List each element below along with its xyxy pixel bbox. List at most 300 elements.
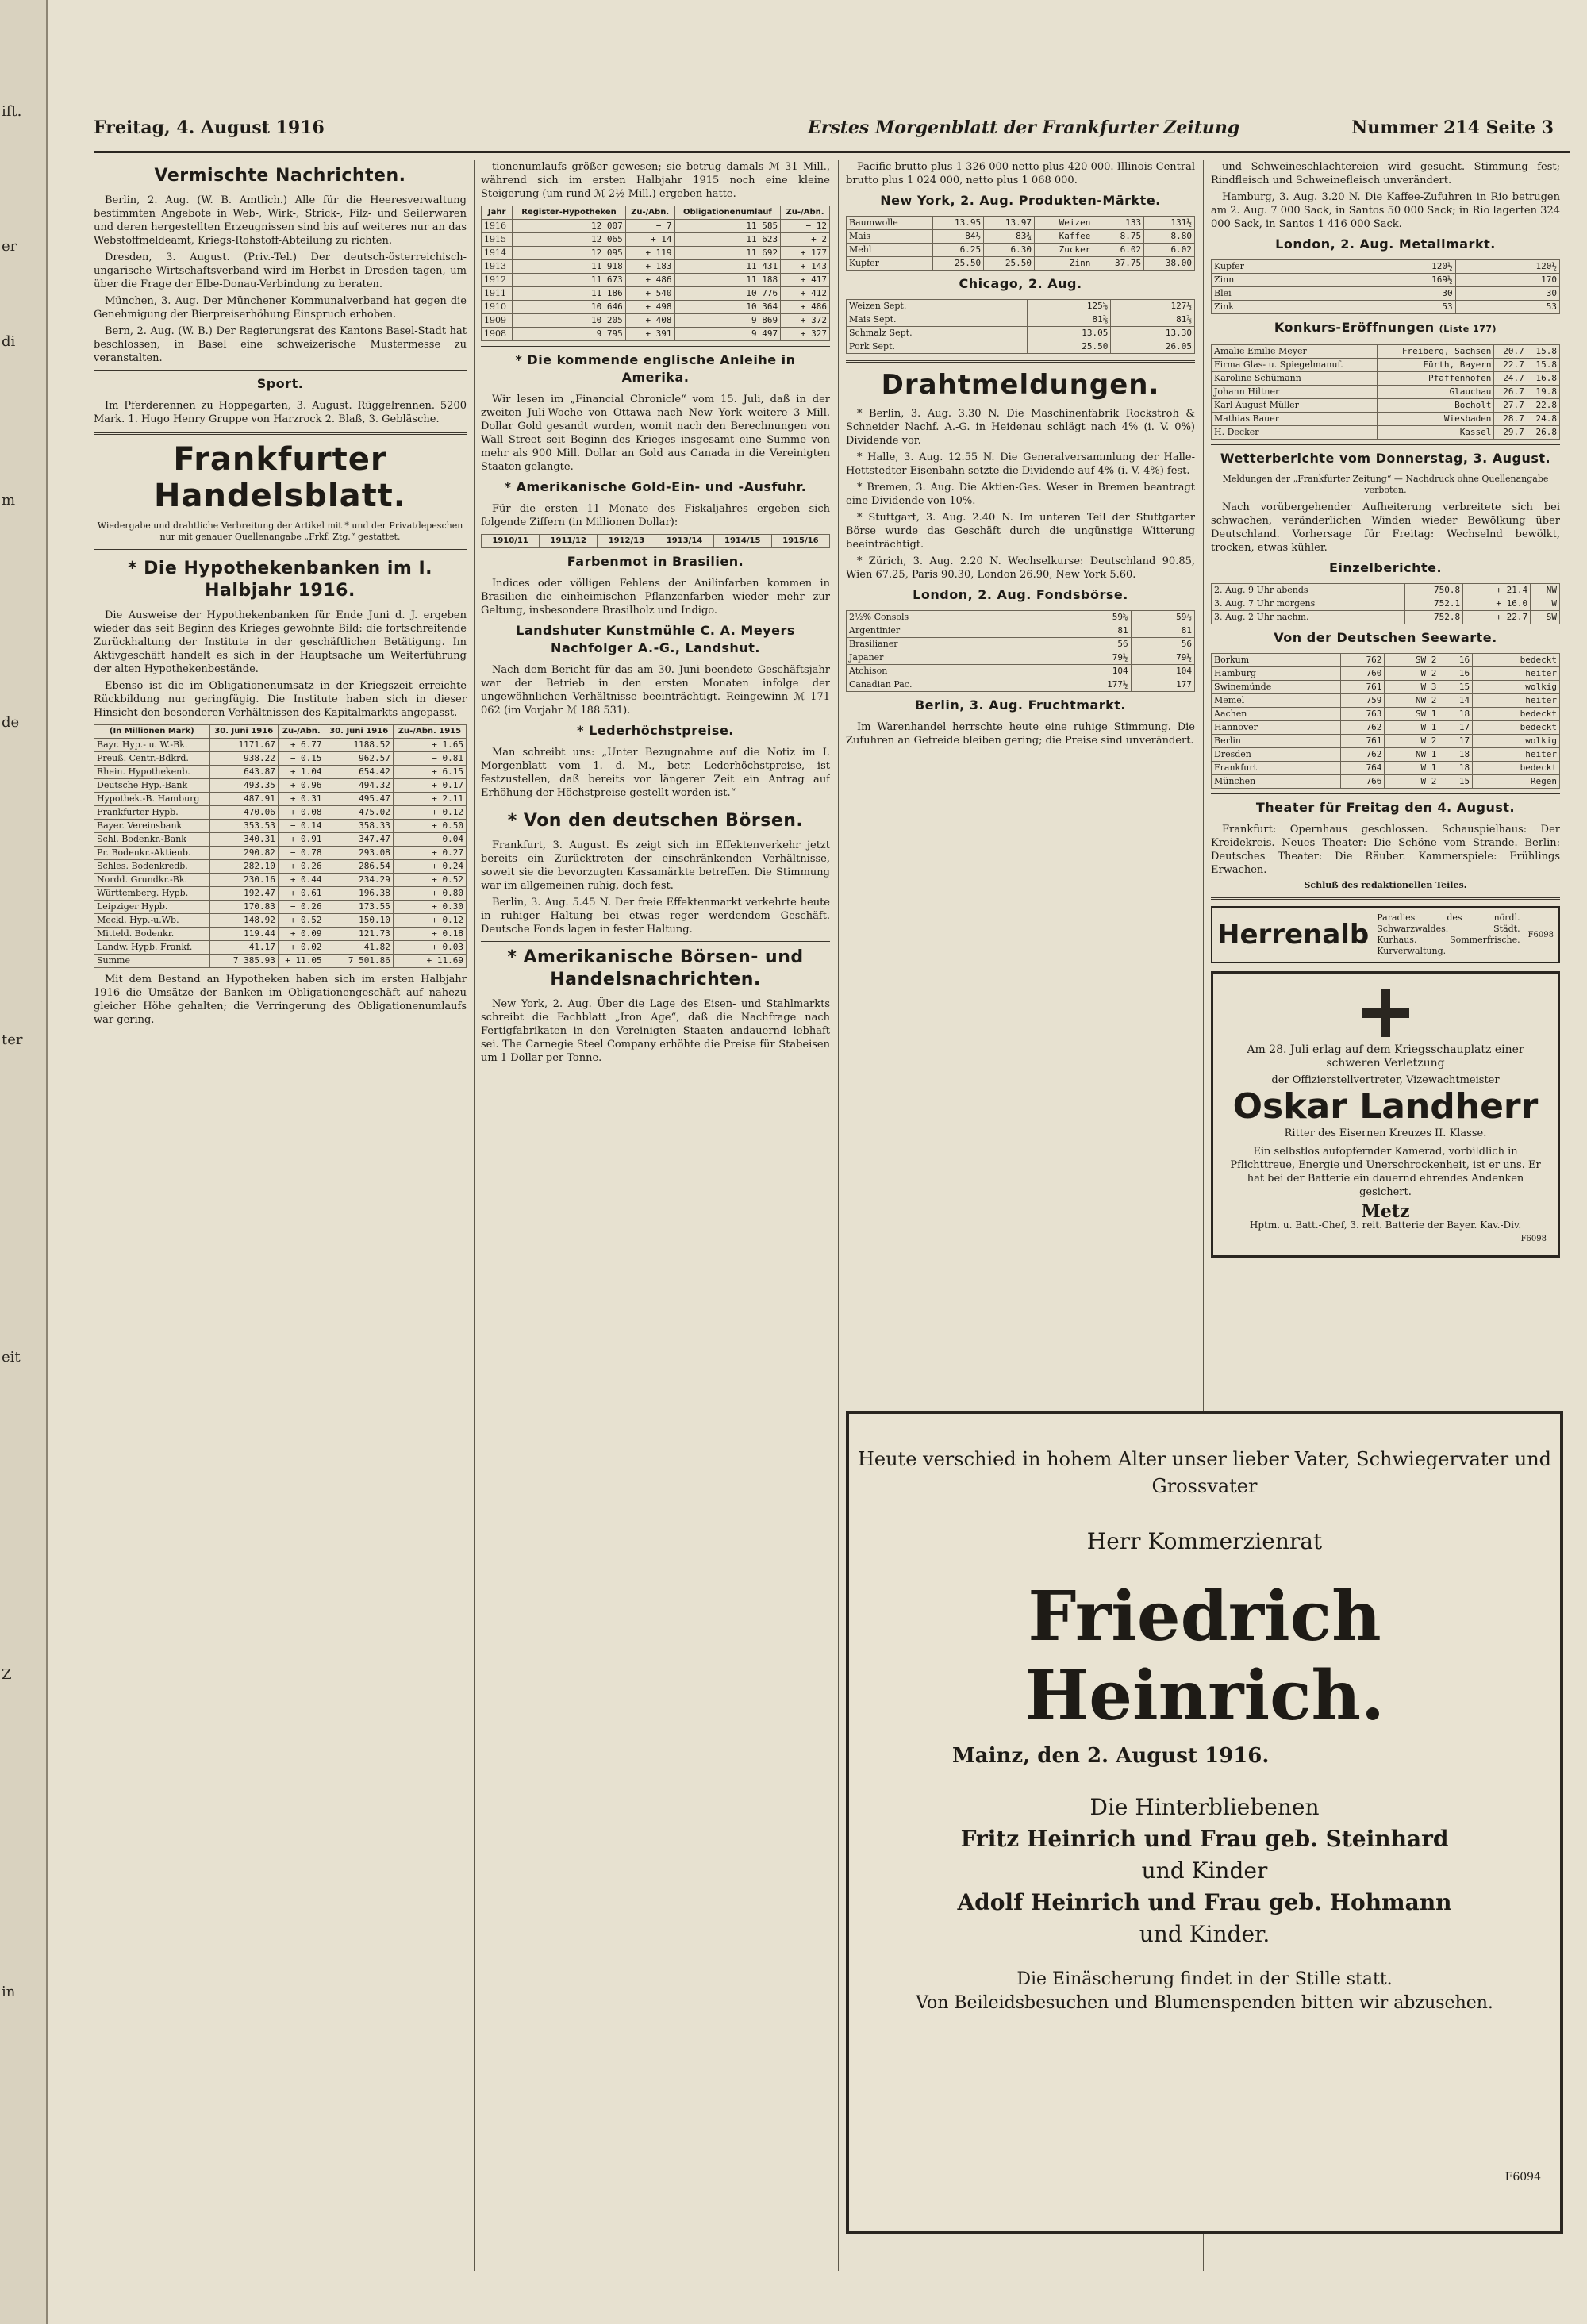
- table-cell: 59⅞: [1131, 611, 1194, 624]
- news-paragraph: Dresden, 3. August. (Priv.-Tel.) Der deutsch-österreichisch-ungarische Wirtschaftsverband wird im Herbst in Dresden tagen, um über die Frage der Elbe-Donau-Verbindung zu beraten.: [94, 252, 467, 290]
- chicago-table: [846, 299, 1195, 354]
- news-paragraph: Frankfurt, 3. August. Es zeigt sich im Effektenverkehr jetzt bereits ein Zurücktreten der einschränkenden Verhältnisse, soweit sie die bevorzugten Kassamärkte betreffen. Die Stimmung war im allgemeinen ruhig, doch fest.: [481, 839, 830, 892]
- table-cell: 347.47: [325, 833, 393, 847]
- table-cell: 1909: [482, 314, 513, 328]
- table-row: [847, 313, 1195, 327]
- notice-intro: Am 28. Juli erlag auf dem Kriegsschauplatz einer schweren Verletzung: [1247, 1043, 1524, 1070]
- heir-name: Adolf Heinrich und Frau geb. Hohmann: [957, 1889, 1452, 1915]
- table-cell: 760: [1341, 667, 1385, 681]
- seewarte-table: [1211, 653, 1560, 789]
- table-cell: 763: [1341, 708, 1385, 721]
- table-cell: 10 205: [513, 314, 625, 328]
- table-total-row: [94, 955, 467, 968]
- table-cell: bedeckt: [1473, 708, 1560, 721]
- table-cell: Mais Sept.: [847, 313, 1028, 327]
- table-cell: Kupfer: [1212, 260, 1351, 274]
- table-cell: + 486: [781, 301, 830, 314]
- table-cell: 120½: [1455, 260, 1559, 274]
- table-cell: 15.8: [1527, 345, 1559, 359]
- table-cell: Deutsche Hyp.-Bank: [94, 779, 210, 793]
- table-cell: 353.53: [209, 820, 278, 833]
- divider: [1211, 793, 1560, 794]
- table-cell: 1916: [482, 220, 513, 233]
- divider: [94, 432, 467, 435]
- table-cell: 26.05: [1111, 340, 1195, 354]
- table-cell: Berlin: [1212, 735, 1341, 748]
- table-cell: 286.54: [325, 860, 393, 874]
- sport-paragraph: Im Pferderennen zu Hoppegarten, 3. August. Rüggelrennen. 5200 Mark. 1. Hugo Henry Gruppe von Harzrock 2. Blaß, 3. Gebläsche.: [94, 400, 467, 425]
- table-row: [1212, 386, 1560, 399]
- table-cell: + 417: [781, 274, 830, 287]
- table-cell: Freiberg, Sachsen: [1378, 345, 1494, 359]
- notice-footer: [849, 1968, 1560, 2015]
- table-cell: 18: [1439, 762, 1473, 775]
- table-row: [94, 928, 467, 941]
- table-cell: München: [1212, 775, 1341, 789]
- table-cell: Preuß. Centr.-Bdkrd.: [94, 752, 210, 766]
- table-cell: 53: [1351, 301, 1455, 314]
- table-row: [847, 327, 1195, 340]
- table-row: [1212, 748, 1560, 762]
- table-cell: + 0.02: [278, 941, 325, 955]
- section-title-vermischte: Vermischte Nachrichten.: [154, 166, 406, 186]
- table-cell: 11 673: [513, 274, 625, 287]
- article-title-hypothekenbanken: * Die Hypothekenbanken im I. Halbjahr 1916.: [127, 559, 433, 601]
- table-cell: 643.87: [209, 766, 278, 779]
- table-cell: Württemberg. Hypb.: [94, 887, 210, 901]
- table-cell: Blei: [1212, 287, 1351, 301]
- table-cell: Regen: [1473, 775, 1560, 789]
- table-row: [482, 274, 830, 287]
- table-cell: 15: [1439, 775, 1473, 789]
- header-issue-number: Nummer 214 Seite 3: [1351, 117, 1554, 138]
- table-row: [94, 914, 467, 928]
- table-cell: − 0.04: [393, 833, 466, 847]
- table-cell: Borkum: [1212, 654, 1341, 667]
- table-header: Zu-/Abn.: [781, 206, 830, 220]
- table-cell: SW 1: [1385, 708, 1439, 721]
- table-cell: Bayr. Hyp.- u. W.-Bk.: [94, 739, 210, 752]
- table-cell: 169½: [1351, 274, 1455, 287]
- death-notice-landherr: [1211, 971, 1560, 1258]
- section-title-wetter: Wetterberichte vom Donnerstag, 3. August.: [1220, 451, 1551, 466]
- table-cell: Firma Glas- u. Spiegelmanuf.: [1212, 359, 1378, 372]
- news-paragraph: Frankfurt: Opernhaus geschlossen. Schauspielhaus: Der Kreidekreis. Neues Theater: Die Schöne vom Strande. Berlin: Deutsches Theater: Die Räuber. Kammerspiele: Frühlings Erwachen.: [1211, 824, 1560, 876]
- table-row: [1212, 654, 1560, 667]
- column-rule: [474, 160, 475, 2271]
- table-header: 1913/14: [655, 535, 713, 548]
- table-row: [1212, 584, 1560, 597]
- table-cell: Zucker: [1034, 244, 1093, 257]
- table-cell: 340.31: [209, 833, 278, 847]
- table-row: [482, 301, 830, 314]
- table-cell: 9 869: [674, 314, 781, 328]
- table-cell: 759: [1341, 694, 1385, 708]
- table-cell: 962.57: [325, 752, 393, 766]
- section-title-drahtmeldungen: Drahtmeldungen.: [881, 369, 1160, 401]
- news-paragraph: und Schweineschlachtereien wird gesucht. Stimmung fest; Rindfleisch und Schweinefleisch unverändert.: [1211, 161, 1560, 186]
- table-cell: 131½: [1144, 217, 1195, 230]
- table-row: [94, 833, 467, 847]
- article-title-gold: * Amerikanische Gold-Ein- und -Ausfuhr.: [504, 479, 807, 494]
- newyork-produkten-table: [846, 216, 1195, 271]
- table-header: 1914/15: [713, 535, 771, 548]
- table-cell: + 0.52: [393, 874, 466, 887]
- table-cell: NW: [1531, 584, 1560, 597]
- table-cell: + 11.69: [393, 955, 466, 968]
- table-cell: + 6.77: [278, 739, 325, 752]
- table-cell: Meckl. Hyp.-u.Wb.: [94, 914, 210, 928]
- table-cell: bedeckt: [1473, 654, 1560, 667]
- table-cell: + 540: [625, 287, 674, 301]
- table-cell: Kaffee: [1034, 230, 1093, 244]
- table-cell: 470.06: [209, 806, 278, 820]
- news-paragraph: * Berlin, 3. Aug. 3.30 N. Die Maschinenfabrik Rockstroh & Schneider Nachf. A.-G. in Heidenau schlägt nach 4% (i. V. 0%) Dividende vor.: [846, 408, 1195, 447]
- divider: [481, 346, 830, 347]
- london-fonds-table: [846, 610, 1195, 692]
- article-title-leder: * Lederhöchstpreise.: [577, 723, 734, 738]
- table-cell: Schl. Bodenkr.-Bank: [94, 833, 210, 847]
- table-cell: 173.55: [325, 901, 393, 914]
- table-cell: 56: [1051, 638, 1131, 651]
- table-cell: heiter: [1473, 694, 1560, 708]
- table-cell: heiter: [1473, 748, 1560, 762]
- table-cell: 8.80: [1144, 230, 1195, 244]
- news-paragraph: * Zürich, 3. Aug. 2.20 N. Wechselkurse: Deutschland 90.85, Wien 67.25, Paris 90.30, London 26.90, New York 5.60.: [846, 555, 1195, 581]
- table-cell: 25.50: [984, 257, 1035, 271]
- news-paragraph: Berlin, 2. Aug. (W. B. Amtlich.) Alle für die Heeresverwaltung bestimmten Angebote in Web-, Wirk-, Strick-, Filz- und Seilerwaren und deren hergestellten Erzeugnissen sind bis auf weiteres nur an das Webstoffmeldeamt, Kriegs-Rohstoff-Abteilung zu richten.: [94, 194, 467, 247]
- table-cell: Schles. Bodenkredb.: [94, 860, 210, 874]
- table-cell: 24.7: [1494, 372, 1527, 386]
- table-row: [1212, 260, 1560, 274]
- table-cell: 2½% Consols: [847, 611, 1051, 624]
- table-cell: Japaner: [847, 651, 1051, 665]
- table-cell: 762: [1341, 654, 1385, 667]
- table-cell: 495.47: [325, 793, 393, 806]
- table-body: [847, 217, 1195, 271]
- table-cell: Hannover: [1212, 721, 1341, 735]
- table-cell: + 143: [781, 260, 830, 274]
- section-title-theater: Theater für Freitag den 4. August.: [1255, 800, 1516, 815]
- table-row: [1212, 708, 1560, 721]
- table-cell: 10 646: [513, 301, 625, 314]
- table-cell: 10 776: [674, 287, 781, 301]
- table-cell: 3. Aug. 7 Uhr morgens: [1212, 597, 1405, 611]
- section-title-einzelberichte: Einzelberichte.: [1328, 560, 1443, 575]
- table-row: [482, 233, 830, 247]
- table-row: [1212, 611, 1560, 624]
- table-cell: 19.8: [1527, 386, 1559, 399]
- table-cell: Nordd. Grundkr.-Bk.: [94, 874, 210, 887]
- table-cell: Weizen Sept.: [847, 300, 1028, 313]
- table-cell: Zink: [1212, 301, 1351, 314]
- news-paragraph: Die Ausweise der Hypothekenbanken für Ende Juni d. J. ergeben wieder das seit Beginn des Krieges gewohnte Bild: die fortschreitende Zurückhaltung der Institute in der geschäftlichen Betätigung. Im Aktivgeschäft handelt es sich in der Hauptsache um Weiterführung der alten Hypothekenbestände.: [94, 609, 467, 675]
- table-cell: 11 623: [674, 233, 781, 247]
- divider: [94, 370, 467, 371]
- table-cell: 358.33: [325, 820, 393, 833]
- table-row: [482, 220, 830, 233]
- table-body: [94, 739, 467, 955]
- handelsblatt-notice: Wiedergabe und drahtliche Verbreitung der Artikel mit * und der Privatdepeschen nur mit genauer Quellenangabe „Frkf. Ztg.“ gestattet.: [97, 520, 463, 542]
- table-cell: 13.30: [1111, 327, 1195, 340]
- margin-fragment: er: [2, 238, 17, 255]
- table-header: (In Millionen Mark): [94, 725, 210, 739]
- table-header: 30. Juni 1916: [209, 725, 278, 739]
- market-title-chicago: Chicago, 2. Aug.: [959, 276, 1082, 291]
- table-cell: 752.8: [1405, 611, 1463, 624]
- table-cell: + 119: [625, 247, 674, 260]
- table-row: [94, 779, 467, 793]
- table-cell: 17: [1439, 735, 1473, 748]
- table-cell: Mathias Bauer: [1212, 413, 1378, 426]
- section-title-konkurs: [1211, 319, 1560, 338]
- table-row: [1212, 287, 1560, 301]
- table-cell: 494.32: [325, 779, 393, 793]
- table-cell: 81: [1051, 624, 1131, 638]
- table-cell: 16.8: [1527, 372, 1559, 386]
- table-cell: 26.8: [1527, 426, 1559, 440]
- table-row: [1212, 413, 1560, 426]
- table-cell: Frankfurter Hypb.: [94, 806, 210, 820]
- table-row: [482, 260, 830, 274]
- margin-fragment: m: [2, 492, 16, 509]
- table-cell: 938.22: [209, 752, 278, 766]
- table-cell: + 2: [781, 233, 830, 247]
- wetter-notice: Meldungen der „Frankfurter Zeitung“ — Nachdruck ohne Quellenangabe verboten.: [1222, 474, 1549, 495]
- divider: [94, 549, 467, 551]
- table-cell: SW: [1531, 611, 1560, 624]
- news-paragraph: * Halle, 3. Aug. 12.55 N. Die Generalversammlung der Halle-Hettstedter Eisenbahn setzte die Dividende auf 4% (i. V. 4%) fest.: [846, 451, 1195, 477]
- table-cell: + 0.17: [393, 779, 466, 793]
- table-cell: + 0.96: [278, 779, 325, 793]
- table-body: [482, 220, 830, 341]
- article-title-kunstmuehle: Landshuter Kunstmühle C. A. Meyers Nachfolger A.-G., Landshut.: [516, 623, 795, 655]
- article-title-boersen: * Von den deutschen Börsen.: [507, 811, 804, 831]
- news-paragraph: Nach vorübergehender Aufheiterung verbreitete sich bei schwachen, veränderlichen Winden wieder Bewölkung über Deutschland. Vorhersage für Freitag: Wechselnd bewölkt, trocken, etwas kühler.: [1211, 501, 1560, 554]
- table-cell: + 0.18: [393, 928, 466, 941]
- table-cell: + 0.08: [278, 806, 325, 820]
- table-cell: Wiesbaden: [1378, 413, 1494, 426]
- table-cell: 104: [1131, 665, 1194, 678]
- table-cell: 7 501.86: [325, 955, 393, 968]
- table-row: [847, 300, 1195, 313]
- table-cell: + 0.12: [393, 914, 466, 928]
- table-row: [94, 860, 467, 874]
- konkurs-list-number: (Liste 177): [1439, 324, 1497, 334]
- news-paragraph: New York, 2. Aug. Über die Lage des Eisen- und Stahlmarkts schreibt die Fachblatt „Iron Age“, daß die Nachfrage nach Fertigfabrikaten in den Vereinigten Staaten andauernd lebhaft sei. The Carnegie Steel Company erhöhte die Preise für Stabeisen um 1 Dollar per Tonne.: [481, 998, 830, 1064]
- divider: [481, 941, 830, 942]
- table-cell: 177: [1131, 678, 1194, 692]
- table-header-row: [482, 206, 830, 220]
- margin-fragment: de: [2, 714, 20, 731]
- notice-title: Herr Kommerzienrat: [1086, 1528, 1323, 1554]
- table-row: [94, 887, 467, 901]
- table-cell: 1188.52: [325, 739, 393, 752]
- header-paper-name: Erstes Morgenblatt der Frankfurter Zeitung: [808, 117, 1240, 138]
- table-cell: Hypothek.-B. Hamburg: [94, 793, 210, 806]
- table-row: [1212, 762, 1560, 775]
- news-paragraph: Wir lesen im „Financial Chronicle“ vom 15. Juli, daß in der zweiten Juli-Woche von Ottawa nach New York weitere 3 Mill. Dollar Gold gesandt wurden, womit nach den Berechnungen von Wall Street seit Beginn des Krieges insgesamt eine Summe von mehr als 900 Mill. Dollar an Gold aus Canada in die Vereinigten Staaten gelangte.: [481, 394, 830, 473]
- table-row: [1212, 359, 1560, 372]
- iron-cross-icon: [1362, 989, 1409, 1037]
- table-cell: Karoline Schümann: [1212, 372, 1378, 386]
- table-cell: 38.00: [1144, 257, 1195, 271]
- table-cell: + 412: [781, 287, 830, 301]
- metal-table: [1211, 259, 1560, 314]
- table-cell: Bayer. Vereinsbank: [94, 820, 210, 833]
- table-cell: + 0.26: [278, 860, 325, 874]
- news-paragraph: Hamburg, 3. Aug. 3.20 N. Die Kaffee-Zufuhren in Rio betrugen am 2. Aug. 7 000 Sack, in Santos 50 000 Sack; in Rio lagerten 324 000 Sack, in Santos 1 416 000 Sack.: [1211, 191, 1560, 230]
- table-row: [1212, 426, 1560, 440]
- table-cell: 1912: [482, 274, 513, 287]
- table-cell: 22.8: [1527, 399, 1559, 413]
- section-title-sport: Sport.: [256, 376, 304, 391]
- table-cell: 120½: [1351, 260, 1455, 274]
- notice-heirs: [849, 1792, 1560, 1950]
- market-title-berlin: Berlin, 3. Aug. Fruchtmarkt.: [914, 697, 1127, 713]
- table-header: Zu-/Abn. 1915: [393, 725, 466, 739]
- table-cell: 7 385.93: [209, 955, 278, 968]
- market-title-newyork: New York, 2. Aug. Produkten-Märkte.: [880, 193, 1161, 208]
- table-cell: − 0.14: [278, 820, 325, 833]
- table-row: [1212, 597, 1560, 611]
- section-title-seewarte: Von der Deutschen Seewarte.: [1274, 630, 1497, 645]
- table-cell: W 3: [1385, 681, 1439, 694]
- table-cell: + 0.31: [278, 793, 325, 806]
- table-cell: 12 065: [513, 233, 625, 247]
- table-cell: Dresden: [1212, 748, 1341, 762]
- table-cell: wolkig: [1473, 735, 1560, 748]
- herrenalb-ad: [1211, 906, 1560, 963]
- table-body: [1212, 654, 1560, 789]
- heir-name: und Kinder: [1141, 1857, 1268, 1884]
- table-row: [847, 230, 1195, 244]
- table-header: 30. Juni 1916: [325, 725, 393, 739]
- table-row: [1212, 775, 1560, 789]
- table-cell: + 1.65: [393, 739, 466, 752]
- heir-name: und Kinder.: [1139, 1921, 1270, 1947]
- table-cell: 37.75: [1093, 257, 1144, 271]
- table-row: [1212, 301, 1560, 314]
- table-cell: Hamburg: [1212, 667, 1341, 681]
- news-paragraph: Man schreibt uns: „Unter Bezugnahme auf die Notiz im I. Morgenblatt vom 1. d. M., betr. Lederhöchstpreise, ist festzustellen, daß bereits vor längerer Zeit ein Antrag auf Erhöhung der Höchstpreise gestellt worden ist.“: [481, 747, 830, 799]
- divider: [1211, 897, 1560, 900]
- table-cell: 761: [1341, 681, 1385, 694]
- table-row: [94, 806, 467, 820]
- table-cell: 177½: [1051, 678, 1131, 692]
- margin-fragment: ift.: [2, 103, 22, 120]
- table-cell: 1913: [482, 260, 513, 274]
- heirs-intro: Die Hinterbliebenen: [1089, 1794, 1320, 1820]
- table-cell: 29.7: [1494, 426, 1527, 440]
- table-cell: 25.50: [1027, 340, 1111, 354]
- table-cell: 752.1: [1405, 597, 1463, 611]
- table-cell: 83¾: [984, 230, 1035, 244]
- margin-fragment: eit: [2, 1349, 21, 1366]
- table-body: [847, 300, 1195, 354]
- table-cell: 133: [1093, 217, 1144, 230]
- table-cell: + 6.15: [393, 766, 466, 779]
- article-title-farben: Farbenmot in Brasilien.: [567, 554, 744, 569]
- news-paragraph: Pacific brutto plus 1 326 000 netto plus 420 000. Illinois Central brutto plus 1 024 000, netto plus 1 068 000.: [846, 161, 1195, 186]
- table-cell: + 0.03: [393, 941, 466, 955]
- table-cell: W 2: [1385, 735, 1439, 748]
- konkurs-table: [1211, 344, 1560, 440]
- table-cell: 15: [1439, 681, 1473, 694]
- table-cell: 170.83: [209, 901, 278, 914]
- table-row: [1212, 735, 1560, 748]
- table-row: [1212, 667, 1560, 681]
- table-cell: + 372: [781, 314, 830, 328]
- table-cell: Schmalz Sept.: [847, 327, 1028, 340]
- table-cell: 11 585: [674, 220, 781, 233]
- table-cell: 53: [1455, 301, 1559, 314]
- table-cell: + 327: [781, 328, 830, 341]
- table-cell: 1915: [482, 233, 513, 247]
- table-header: Register-Hypotheken: [513, 206, 625, 220]
- table-cell: NW 1: [1385, 748, 1439, 762]
- table-header: Jahr: [482, 206, 513, 220]
- table-cell: − 7: [625, 220, 674, 233]
- table-row: [1212, 399, 1560, 413]
- table-cell: + 183: [625, 260, 674, 274]
- table-cell: 14: [1439, 694, 1473, 708]
- table-cell: + 0.12: [393, 806, 466, 820]
- table-cell: 81⅞: [1111, 313, 1195, 327]
- table-header: Zu-/Abn.: [278, 725, 325, 739]
- table-row: [847, 244, 1195, 257]
- herrenalb-text: Paradies des nördl. Schwarzwaldes. Städt. Kurhaus. Sommerfrische. Kurverwaltung.: [1377, 912, 1520, 956]
- table-cell: heiter: [1473, 667, 1560, 681]
- table-cell: 20.7: [1494, 345, 1527, 359]
- table-cell: 119.44: [209, 928, 278, 941]
- table-cell: 1171.67: [209, 739, 278, 752]
- table-cell: Rhein. Hypothekenb.: [94, 766, 210, 779]
- table-cell: Frankfurt: [1212, 762, 1341, 775]
- news-paragraph: * Stuttgart, 3. Aug. 2.40 N. Im unteren Teil der Stuttgarter Börse wurde das Geschäft durch die ungünstige Witterung beeinträchtigt.: [846, 512, 1195, 551]
- column-4: [1211, 160, 1560, 1477]
- left-page-margin: [0, 0, 48, 2324]
- table-cell: 9 795: [513, 328, 625, 341]
- end-of-editorial: Schluß des redaktionellen Teiles.: [1304, 880, 1467, 890]
- table-cell: 9 497: [674, 328, 781, 341]
- table-cell: 127½: [1111, 300, 1195, 313]
- table-cell: 11 431: [674, 260, 781, 274]
- table-cell: 16: [1439, 667, 1473, 681]
- table-cell: 79½: [1131, 651, 1194, 665]
- table-cell: 2. Aug. 9 Uhr abends: [1212, 584, 1405, 597]
- notice-place-date: Mainz, den 2. August 1916.: [952, 1744, 1270, 1768]
- table-cell: Mehl: [847, 244, 933, 257]
- table-cell: 170: [1455, 274, 1559, 287]
- table-header-row: [482, 535, 830, 548]
- table-cell: 26.7: [1494, 386, 1527, 399]
- table-row: [1212, 681, 1560, 694]
- table-cell: W 2: [1385, 775, 1439, 789]
- table-cell: NW 2: [1385, 694, 1439, 708]
- table-cell: Summe: [94, 955, 210, 968]
- table-cell: − 0.78: [278, 847, 325, 860]
- news-paragraph: * Bremen, 3. Aug. Die Aktien-Ges. Weser in Bremen beantragt eine Dividende von 10%.: [846, 482, 1195, 507]
- table-row: [847, 624, 1195, 638]
- table-cell: + 1.04: [278, 766, 325, 779]
- table-cell: 196.38: [325, 887, 393, 901]
- table-cell: Johann Hiltner: [1212, 386, 1378, 399]
- einzelberichte-table: [1211, 583, 1560, 624]
- table-cell: Bocholt: [1378, 399, 1494, 413]
- table-cell: + 14: [625, 233, 674, 247]
- table-cell: 148.92: [209, 914, 278, 928]
